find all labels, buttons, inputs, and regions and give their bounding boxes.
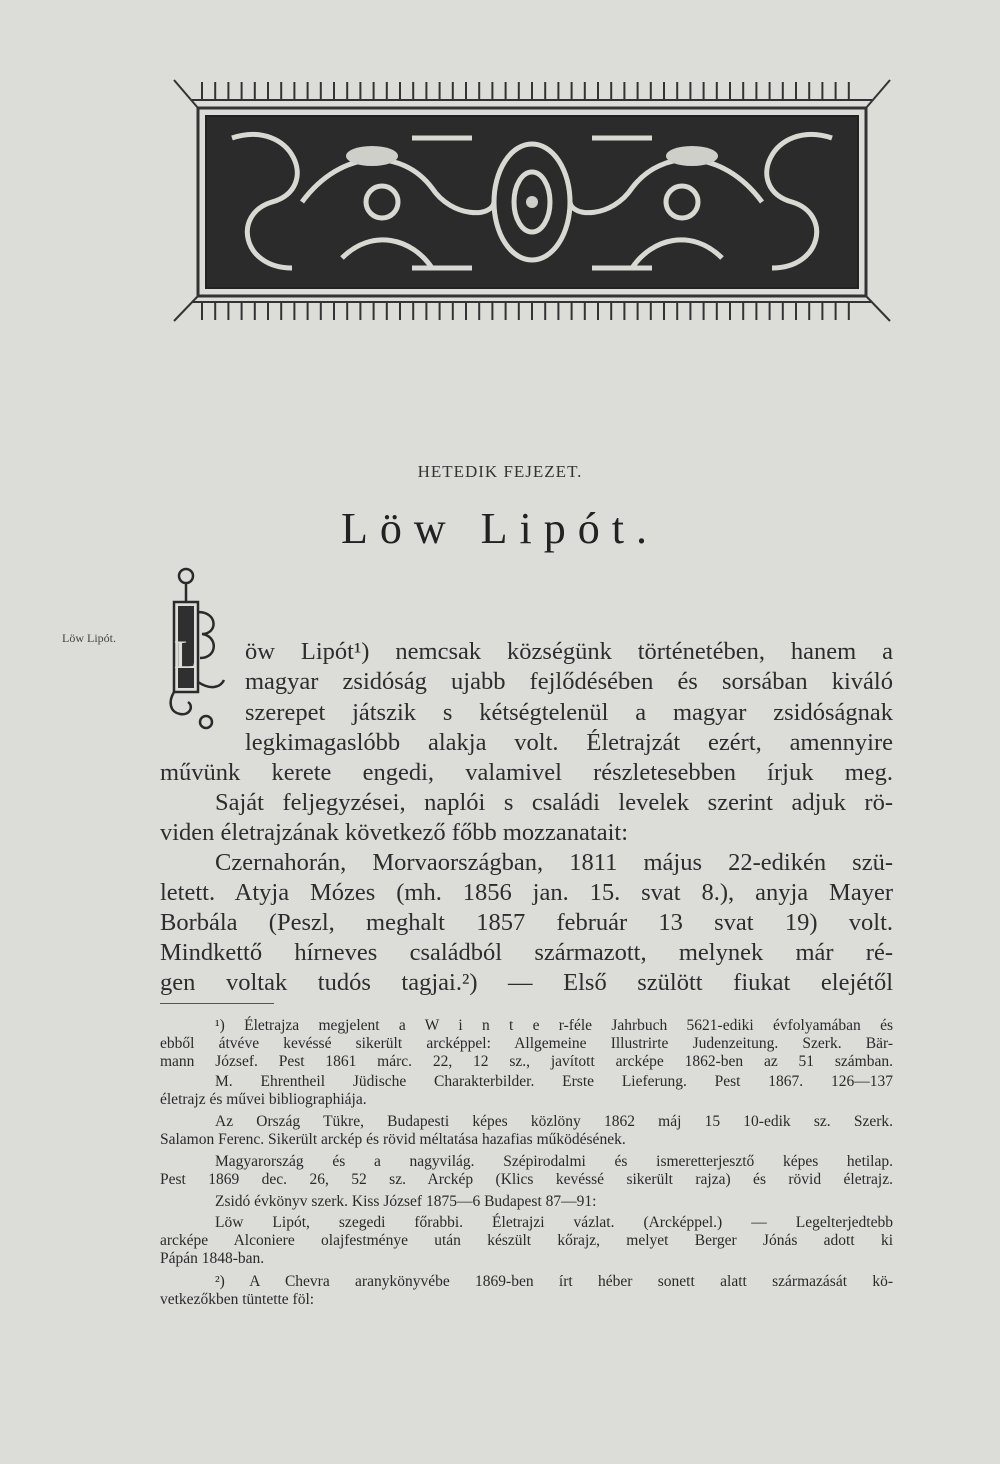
body-line: Saját feljegyzései, naplói s családi levelek szerint adjuk rö-	[215, 789, 893, 816]
body-line: viden életrajzának következő főbb mozzanatait:	[160, 819, 629, 846]
body-line: Borbála (Peszl, meghalt 1857 február 13 svat 19) volt.	[160, 909, 893, 936]
footnote-line: ebből átvéve kevéssé sikerült arcképpel: Allgemeine Illustrirte Judenzeitung. Szerk. Bär-	[160, 1035, 893, 1052]
footnote-line: ²) A Chevra aranykönyvébe 1869-ben írt héber sonett alatt származását kö-	[215, 1273, 893, 1290]
ornamental-header-band	[172, 78, 892, 323]
body-line: szerepet játszik s kétségtelenül a magyar zsidóságnak	[245, 699, 893, 726]
body-line: öw Lipót¹) nemcsak községünk történetében, hanem a	[245, 638, 893, 665]
decorated-initial-letter	[160, 562, 228, 732]
body-line: letett. Atyja Mózes (mh. 1856 jan. 15. svat 8.), anyja Mayer	[160, 879, 893, 906]
footnote-line: Zsidó évkönyv szerk. Kiss József 1875—6 Budapest 87—91:	[215, 1193, 597, 1210]
footnote-line: életrajz és művei bibliographiája.	[160, 1091, 367, 1108]
footnote-line: Pest 1869 dec. 26, 52 sz. Arckép (Klics kevéssé sikerült rajza) és rövid életrajz.	[160, 1171, 893, 1188]
footnote-line: M. Ehrentheil Jüdische Charakterbilder. Erste Lieferung. Pest 1867. 126—137	[215, 1073, 893, 1090]
chapter-label: HETEDIK FEJEZET.	[417, 462, 583, 481]
footnote-line: Pápán 1848-ban.	[160, 1250, 265, 1267]
svg-text:L: L	[173, 632, 199, 677]
margin-note: Löw Lipót.	[62, 631, 116, 645]
body-line: gen voltak tudós tagjai.²) — Első szülött fiukat elejétől	[160, 969, 893, 996]
chapter-title: Löw Lipót.	[341, 504, 659, 553]
footnote-line: mann József. Pest 1861 márc. 22, 12 sz., javított arcképe 1862-ben az 51 számban.	[160, 1053, 893, 1070]
footnote-line: Magyarország és a nagyvilág. Szépirodalmi és ismeretterjesztő képes hetilap.	[215, 1153, 893, 1170]
body-line: legkimagaslóbb alakja volt. Életrajzát ezért, amennyire	[245, 729, 893, 756]
body-line: művünk kerete engedi, valamivel részletesebben írjuk meg.	[160, 759, 893, 786]
body-line: Mindkettő hírneves családból származott, melynek már ré-	[160, 939, 893, 966]
footnote-separator	[160, 1003, 274, 1004]
footnote-line: ¹) Életrajza megjelent a W i n t e r-féle Jahrbuch 5621-ediki évfolyamában és	[215, 1017, 893, 1034]
footnote-line: arcképe Alconiere olajfestménye után készült kőrajz, melyet Berger Jónás adott ki	[160, 1232, 893, 1249]
footnote-line: Az Ország Tükre, Budapesti képes közlöny 1862 máj 15 10-edik sz. Szerk.	[215, 1113, 893, 1130]
footnote-line: vetkezőkben tüntette föl:	[160, 1291, 315, 1308]
body-line: Czernahorán, Morvaországban, 1811 május 22-edikén szü-	[215, 849, 893, 876]
body-line: magyar zsidóság ujabb fejlődésében és sorsában kiváló	[245, 668, 893, 695]
footnote-line: Salamon Ferenc. Sikerült arckép és rövid méltatása hazafias működésének.	[160, 1131, 626, 1148]
footnote-line: Löw Lipót, szegedi főrabbi. Életrajzi vázlat. (Arcképpel.) — Legelterjedtebb	[215, 1214, 893, 1231]
